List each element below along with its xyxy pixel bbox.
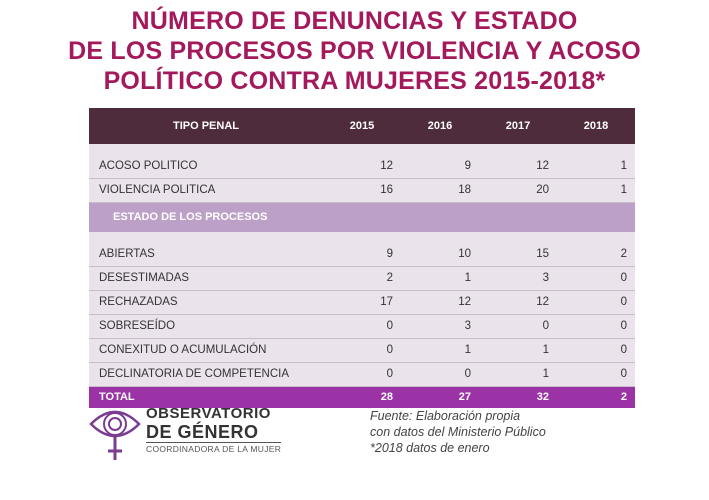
total-2015: 28 (380, 391, 393, 404)
cell-2016: 1 (401, 338, 479, 362)
table-header-row (89, 108, 635, 144)
cell-2017: 12 (479, 154, 557, 178)
cell-2018: 0 (557, 266, 635, 290)
cell-2015: 0 (323, 338, 401, 362)
table-row (89, 314, 635, 338)
cell-2017: 12 (479, 290, 557, 314)
cell-2018: 0 (557, 362, 635, 386)
logo-line-1: OBSERVATORIO (146, 405, 271, 422)
row-label: VIOLENCIA POLITICA (89, 178, 323, 202)
cell-2018: 1 (557, 178, 635, 202)
source-line-3: *2018 datos de enero (370, 441, 490, 455)
cell-2016: 10 (401, 242, 479, 266)
cell-2017: 1 (479, 338, 557, 362)
row-label: CONEXITUD O ACUMULACIÓN (89, 338, 323, 362)
cell-2016: 1 (401, 266, 479, 290)
total-2016: 27 (458, 391, 471, 404)
column-header-2015: 2015 (349, 120, 375, 132)
row-label: ACOSO POLITICO (89, 154, 323, 178)
cell-2017: 3 (479, 266, 557, 290)
cell-2015: 0 (323, 314, 401, 338)
cell-2016: 9 (401, 154, 479, 178)
cell-2017: 15 (479, 242, 557, 266)
table-row (89, 362, 635, 386)
cell-2017: 0 (479, 314, 557, 338)
table-row (89, 290, 635, 314)
cell-2015: 2 (323, 266, 401, 290)
total-label: TOTAL (99, 391, 135, 404)
row-label: ABIERTAS (89, 242, 323, 266)
total-2018: 2 (620, 391, 627, 404)
total-2017: 32 (536, 391, 549, 404)
title-line-3: POLÍTICO CONTRA MUJERES 2015-2018* (103, 67, 606, 95)
section-header-row (89, 202, 635, 232)
title-line-1: NÚMERO DE DENUNCIAS Y ESTADO (131, 7, 578, 35)
logo-text (146, 405, 281, 454)
source-line-1: Fuente: Elaboración propia (370, 409, 521, 423)
row-label: DESESTIMADAS (89, 266, 323, 290)
cell-2015: 16 (323, 178, 401, 202)
table-row (89, 178, 635, 202)
source-line-2: con datos del Ministerio Público (370, 425, 546, 439)
row-label: DECLINATORIA DE COMPETENCIA (89, 362, 323, 386)
logo-line-2: DE GÉNERO (146, 422, 259, 442)
cell-2016: 18 (401, 178, 479, 202)
table-row (89, 266, 635, 290)
logo-line-3: COORDINADORA DE LA MUJER (146, 444, 282, 454)
cell-2017: 1 (479, 362, 557, 386)
cell-2018: 0 (557, 314, 635, 338)
cell-2018: 2 (557, 242, 635, 266)
complaints-table (89, 108, 635, 408)
cell-2015: 17 (323, 290, 401, 314)
cell-2016: 12 (401, 290, 479, 314)
section-header-label: ESTADO DE LOS PROCESOS (89, 202, 635, 232)
table-row (89, 242, 635, 266)
row-label: RECHAZADAS (89, 290, 323, 314)
cell-2016: 0 (401, 362, 479, 386)
table-row (89, 154, 635, 178)
page-title (0, 6, 709, 96)
cell-2015: 9 (323, 242, 401, 266)
cell-2015: 12 (323, 154, 401, 178)
column-header-2016: 2016 (427, 120, 453, 132)
row-label: SOBRESEÍDO (89, 314, 323, 338)
cell-2018: 0 (557, 338, 635, 362)
column-header-tipo-penal: TIPO PENAL (172, 120, 239, 132)
observatorio-logo (88, 398, 318, 470)
cell-2018: 1 (557, 154, 635, 178)
table-row (89, 338, 635, 362)
column-header-2017: 2017 (505, 120, 531, 132)
eye-venus-icon (88, 400, 142, 466)
cell-2015: 0 (323, 362, 401, 386)
column-header-2018: 2018 (583, 120, 609, 132)
source-note (370, 408, 546, 456)
title-line-2: DE LOS PROCESOS POR VIOLENCIA Y ACOSO (68, 37, 641, 65)
cell-2016: 3 (401, 314, 479, 338)
cell-2018: 0 (557, 290, 635, 314)
cell-2017: 20 (479, 178, 557, 202)
